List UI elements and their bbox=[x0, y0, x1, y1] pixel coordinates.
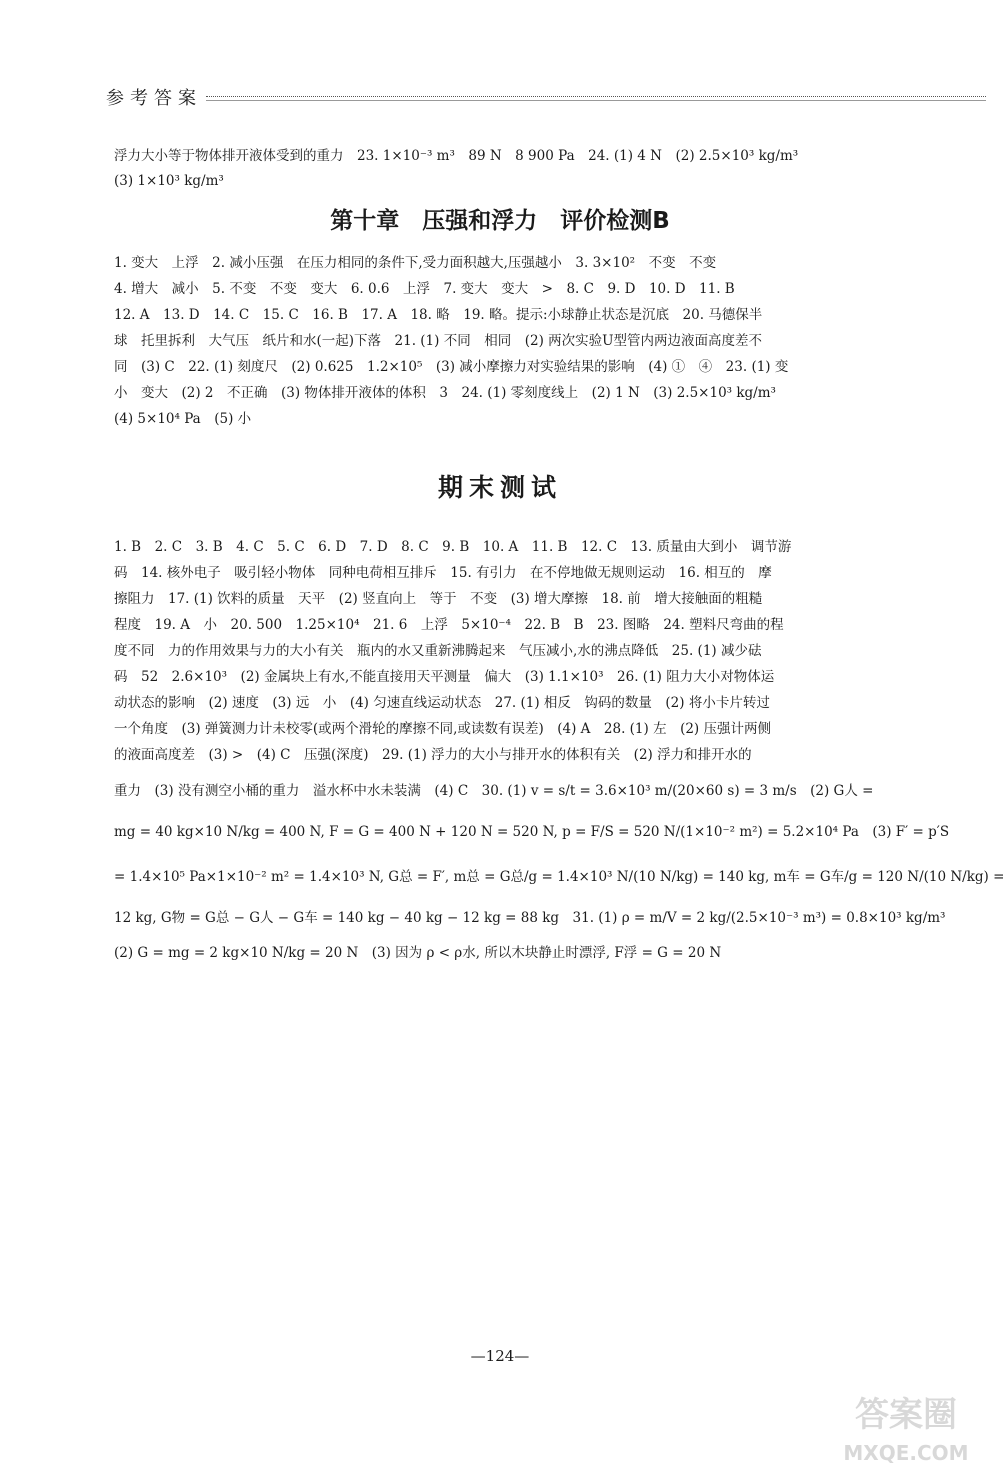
answer-line: (3) 1×10³ kg/m³ bbox=[114, 173, 224, 189]
answer-line: 动状态的影响 (2) 速度 (3) 远 小 (4) 匀速直线运动状态 27. (1) 相反 钩码的数量 (2) 将小卡片转过 bbox=[114, 695, 770, 711]
answer-line: 同 (3) C 22. (1) 刻度尺 (2) 0.625 1.2×10⁵ (3) 减小摩擦力对实验结果的影响 (4) ① ④ 23. (1) 变 bbox=[114, 359, 789, 375]
answer-line: 一个角度 (3) 弹簧测力计未校零(或两个滑轮的摩擦不同,或读数有误差) (4) A 28. (1) 左 (2) 压强计两侧 bbox=[114, 721, 771, 737]
answer-line: 12 kg, G物 = G总 − G人 − G车 = 140 kg − 40 kg − 12 kg = 88 kg 31. (1) ρ = m/V = 2 kg/(2.5×10⁻³ m³) = 0.8×10³ kg/m³ bbox=[114, 910, 946, 926]
answer-line: 度不同 力的作用效果与力的大小有关 瓶内的水又重新沸腾起来 气压减小,水的沸点降低 25. (1) 减少砝 bbox=[114, 643, 762, 659]
answer-line: 1. 变大 上浮 2. 减小压强 在压力相同的条件下,受力面积越大,压强越小 3. 3×10² 不变 不变 bbox=[114, 255, 717, 271]
answer-line: 4. 增大 减小 5. 不变 不变 变大 6. 0.6 上浮 7. 变大 变大 > 8. C 9. D 10. D 11. B bbox=[114, 281, 735, 297]
answer-line: (2) G = mg = 2 kg×10 N/kg = 20 N (3) 因为 ρ < ρ水, 所以木块静止时漂浮, F浮 = G = 20 N bbox=[114, 945, 722, 961]
final-test-heading: 期末测试 bbox=[437, 473, 562, 502]
header-dotted-rule bbox=[206, 96, 986, 97]
answer-line: 程度 19. A 小 20. 500 1.25×10⁴ 21. 6 上浮 5×10⁻⁴ 22. B B 23. 图略 24. 塑料尺弯曲的程 bbox=[114, 617, 784, 633]
answer-line: 12. A 13. D 14. C 15. C 16. B 17. A 18. 略 19. 略。提示:小球静止状态是沉底 20. 马德保半 bbox=[114, 307, 763, 323]
answer-line: 码 14. 核外电子 吸引轻小物体 同种电荷相互排斥 15. 有引力 在不停地做无规则运动 16. 相互的 摩 bbox=[114, 565, 772, 581]
header-solid-rule bbox=[206, 100, 986, 101]
watermark-logo bbox=[826, 1388, 986, 1468]
answer-line: mg = 40 kg×10 N/kg = 400 N, F = G = 400 N + 120 N = 520 N, p = F/S = 520 N/(1×10⁻² m²) = 5.2×10⁴ Pa (3) F′ = p′S bbox=[114, 824, 950, 840]
watermark-cn-text: 答案圈 bbox=[855, 1395, 957, 1435]
answer-line: 码 52 2.6×10³ (2) 金属块上有水,不能直接用天平测量 偏大 (3) 1.1×10³ 26. (1) 阻力大小对物体运 bbox=[114, 669, 775, 685]
answer-line: = 1.4×10⁵ Pa×1×10⁻² m² = 1.4×10³ N, G总 = F′, m总 = G总/g = 1.4×10³ N/(10 N/kg) = 140 kg, m车 = G车/g = 120 N/(10 N/kg) = bbox=[114, 869, 1004, 885]
answer-line: (4) 5×10⁴ Pa (5) 小 bbox=[114, 411, 252, 427]
page-number: —124— bbox=[470, 1347, 530, 1365]
answer-line: 重力 (3) 没有测空小桶的重力 溢水杯中水未装满 (4) C 30. (1) v = s/t = 3.6×10³ m/(20×60 s) = 3 m/s (2) G人 = bbox=[114, 783, 874, 799]
answer-line: 小 变大 (2) 2 不正确 (3) 物体排开液体的体积 3 24. (1) 零刻度线上 (2) 1 N (3) 2.5×10³ kg/m³ bbox=[114, 385, 776, 401]
answer-line: 的液面高度差 (3) > (4) C 压强(深度) 29. (1) 浮力的大小与排开水的体积有关 (2) 浮力和排开水的 bbox=[114, 747, 752, 763]
running-header-title: 参考答案 bbox=[106, 88, 202, 109]
watermark-en-text: MXQE.COM bbox=[843, 1441, 969, 1465]
chapter-b-heading: 第十章 压强和浮力 评价检测B bbox=[330, 208, 670, 234]
answer-line: 球 托里拆利 大气压 纸片和水(一起)下落 21. (1) 不同 相同 (2) 两次实验U型管内两边液面高度差不 bbox=[114, 333, 762, 349]
answer-line: 1. B 2. C 3. B 4. C 5. C 6. D 7. D 8. C 9. B 10. A 11. B 12. C 13. 质量由大到小 调节游 bbox=[114, 539, 792, 555]
answer-line: 浮力大小等于物体排开液体受到的重力 23. 1×10⁻³ m³ 89 N 8 900 Pa 24. (1) 4 N (2) 2.5×10³ kg/m³ bbox=[114, 148, 799, 164]
answer-line: 擦阻力 17. (1) 饮料的质量 天平 (2) 竖直向上 等于 不变 (3) 增大摩擦 18. 前 增大接触面的粗糙 bbox=[114, 591, 763, 607]
